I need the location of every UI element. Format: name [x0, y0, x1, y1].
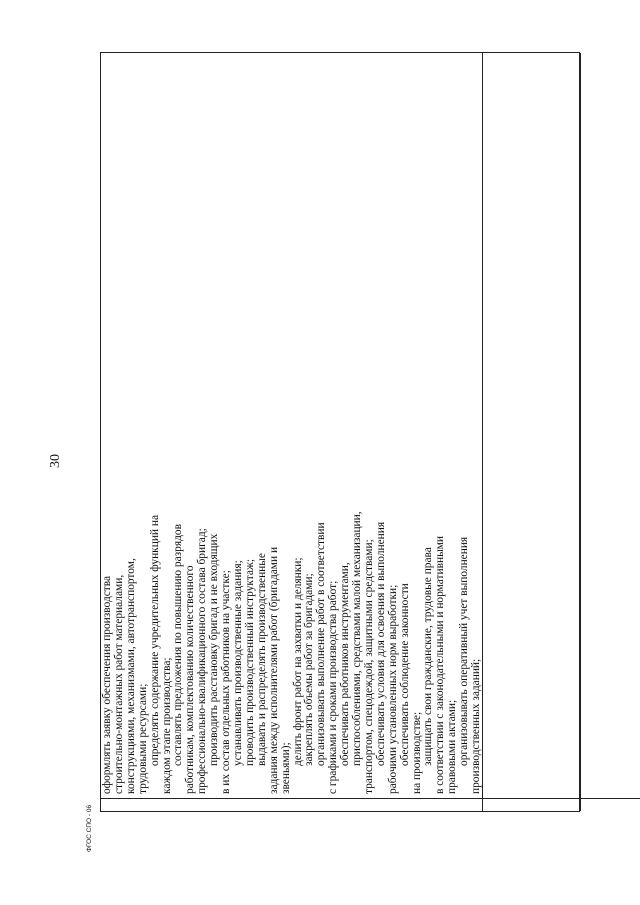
- text-line: с графиками и сроками производства работ;: [327, 580, 340, 794]
- text-line: защищать свои гражданские, трудовые права: [422, 547, 435, 766]
- text-line: составлять предложения по повышению разрядов: [172, 524, 185, 766]
- competency-table: [100, 52, 580, 812]
- text-line: делить фронт работ на захватки и делянки;: [291, 557, 304, 766]
- text-line: организовывать выполнение работ в соответствии: [315, 522, 328, 766]
- text-line: правовыми актами;: [446, 699, 459, 794]
- text-line: производить расстановку бригад и не входящих: [208, 533, 221, 766]
- text-line: звеньями);: [279, 742, 292, 794]
- text-line: в соответствии с законодательными и нормативными: [434, 535, 447, 794]
- text-line: работникам, комплектованию количественного: [184, 565, 197, 794]
- skills-text-cell: [101, 53, 482, 798]
- text-line: организовывать оперативный учет выполнения: [458, 536, 471, 766]
- text-line: каждом этапе производства;: [160, 657, 173, 794]
- empty-cell: [483, 53, 580, 798]
- text-line: задания между исполнителями работ (бригадами и: [267, 546, 280, 794]
- narrow-column-cell: [581, 798, 640, 811]
- text-line: транспортом, спецодеждой, защитными средствами;: [362, 539, 375, 794]
- document-footer: ФГОС СПО - 06: [86, 804, 93, 852]
- page-number: 30: [48, 454, 63, 468]
- rotated-page: [100, 52, 580, 812]
- text-line: приспособлениями, средствами малой механизации,: [351, 511, 364, 766]
- text-line: на производстве;: [410, 711, 423, 794]
- narrow-column-cell: [101, 798, 482, 811]
- text-line: рабочими установленных норм выработки;: [386, 584, 399, 794]
- text-line: проводить производственный инструктаж;: [243, 559, 256, 766]
- narrow-column-cell: [483, 798, 580, 811]
- text-line: трудовыми ресурсами;: [136, 683, 149, 794]
- text-line: выдавать и распределять производственные: [255, 553, 268, 766]
- text-line: закреплять объемы работ за бригадами;: [303, 573, 316, 766]
- table-row-text: [101, 53, 483, 811]
- text-line: в их состав отдельных работников на участке;: [220, 570, 233, 794]
- empty-cell: [581, 53, 640, 798]
- table-row-empty-2: [581, 53, 640, 811]
- table-row-empty-1: [483, 53, 581, 811]
- text-line: оформлять заявку обеспечения производства: [101, 575, 113, 794]
- text-line: обеспечивать работников инструментами,: [339, 562, 352, 766]
- text-line: строительно-монтажных работ материалами,: [112, 574, 125, 794]
- text-line: устанавливать производственные задания;: [231, 560, 244, 766]
- text-line: определять содержание учредительных функций на: [148, 514, 161, 766]
- text-line: производственных заданий;: [470, 658, 483, 794]
- text-line: обеспечивать условия для освоения и выполнения: [374, 521, 387, 766]
- text-line: обеспечивать соблюдение законности: [398, 583, 411, 766]
- text-line: профессионально-квалификационного состава бригад;: [196, 528, 209, 794]
- text-line: конструкциями, механизмами, автотранспортом,: [124, 558, 137, 794]
